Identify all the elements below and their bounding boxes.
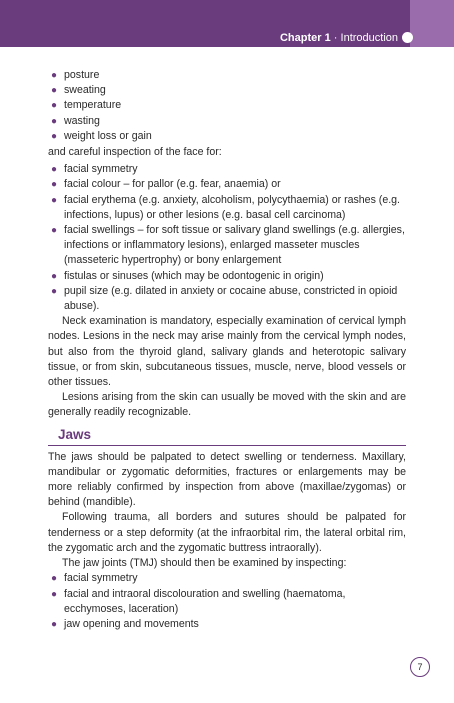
list-item: ● fistulas or sinuses (which may be odontogenic in origin) bbox=[48, 269, 406, 284]
lead-text-face: and careful inspection of the face for: bbox=[48, 146, 222, 159]
header-dot-icon bbox=[402, 32, 413, 43]
header-separator: · bbox=[333, 32, 338, 44]
paragraph-skin: Lesions arising from the skin can usually be moved with the skin and are generally readily recognizable. bbox=[48, 391, 406, 419]
bullet-icon: ● bbox=[51, 115, 58, 127]
bullet-icon: ● bbox=[51, 179, 58, 191]
list-item: ● sweating bbox=[48, 83, 406, 98]
list-item: ● posture bbox=[48, 68, 406, 83]
list-item: ● facial swellings – for soft tissue or salivary gland swellings (e.g. allergies, infections or inflammatory lesions), enlarged masseter muscles (masseteric hypertrophy) or bony enlargement bbox=[51, 224, 405, 267]
chapter-title: Introduction bbox=[340, 32, 398, 44]
bullet-icon: ● bbox=[51, 130, 58, 142]
bullet-icon: ● bbox=[51, 100, 58, 112]
bullet-icon: ● bbox=[51, 164, 58, 176]
list-item: ● wasting bbox=[48, 114, 406, 129]
list-item: ● facial symmetry bbox=[48, 162, 406, 177]
list-item: ● temperature bbox=[48, 98, 406, 113]
bullet-icon: ● bbox=[51, 573, 58, 585]
bullet-icon: ● bbox=[51, 285, 58, 297]
paragraph-neck: Neck examination is mandatory, especially examination of cervical lymph nodes. Lesions in the neck may arise mainly from the cervical lymph nodes, but also from the thyroid gland, salivary glands and heterotopic salivary tissue, or from skin, subcutaneous tissues, muscle, nerve, blood vessels or other tissues. bbox=[48, 315, 406, 389]
list-item: ● pupil size (e.g. dilated in anxiety or cocaine abuse, constricted in opioid abuse). bbox=[51, 284, 398, 313]
bullet-icon: ● bbox=[51, 225, 58, 237]
chapter-label: Chapter 1 bbox=[279, 32, 331, 44]
bullet-icon: ● bbox=[51, 194, 58, 206]
list-item: ● facial colour – for pallor (e.g. fear, anaemia) or bbox=[48, 177, 406, 192]
page-content bbox=[48, 68, 406, 632]
bullet-icon: ● bbox=[51, 618, 58, 630]
list-item: ● weight loss or gain bbox=[48, 129, 406, 144]
bullet-list-face bbox=[48, 162, 406, 314]
running-header bbox=[280, 32, 398, 44]
paragraph-trauma: Following trauma, all borders and sutures should be palpated for tenderness or a step deformity (at the infraorbital rim, the lateral orbital rim, the zygomatic arch and the zygomatic buttress intraorally). bbox=[48, 511, 406, 554]
bullet-icon: ● bbox=[51, 588, 58, 600]
list-item: ● facial erythema (e.g. anxiety, alcoholism, polycythaemia) or rashes (e.g. infections, lupus) or other lesions (e.g. basal cell carcinoma) bbox=[51, 193, 401, 221]
list-item: ● jaw opening and movements bbox=[48, 617, 406, 632]
page-number: 7 bbox=[410, 657, 430, 677]
bullet-icon: ● bbox=[51, 270, 58, 282]
header-tab bbox=[410, 0, 454, 47]
list-item: ● facial and intraoral discolouration and swelling (haematoma, ecchymoses, laceration) bbox=[51, 587, 346, 615]
list-item: ● facial symmetry bbox=[48, 571, 406, 586]
lead-text-tmj: The jaw joints (TMJ) should then be examined by inspecting: bbox=[62, 557, 347, 570]
bullet-list-tmj bbox=[48, 571, 406, 632]
section-title-jaws: Jaws bbox=[48, 427, 406, 446]
bullet-icon: ● bbox=[51, 70, 58, 81]
paragraph-jaws: The jaws should be palpated to detect swelling or tenderness. Maxillary, mandibular or zygomatic deformities, fractures or enlargements may be more reliably confirmed by inspection from above (maxillae/zygomas) or behind (mandible). bbox=[48, 450, 406, 509]
bullet-list-general bbox=[48, 68, 406, 144]
bullet-icon: ● bbox=[51, 85, 58, 97]
